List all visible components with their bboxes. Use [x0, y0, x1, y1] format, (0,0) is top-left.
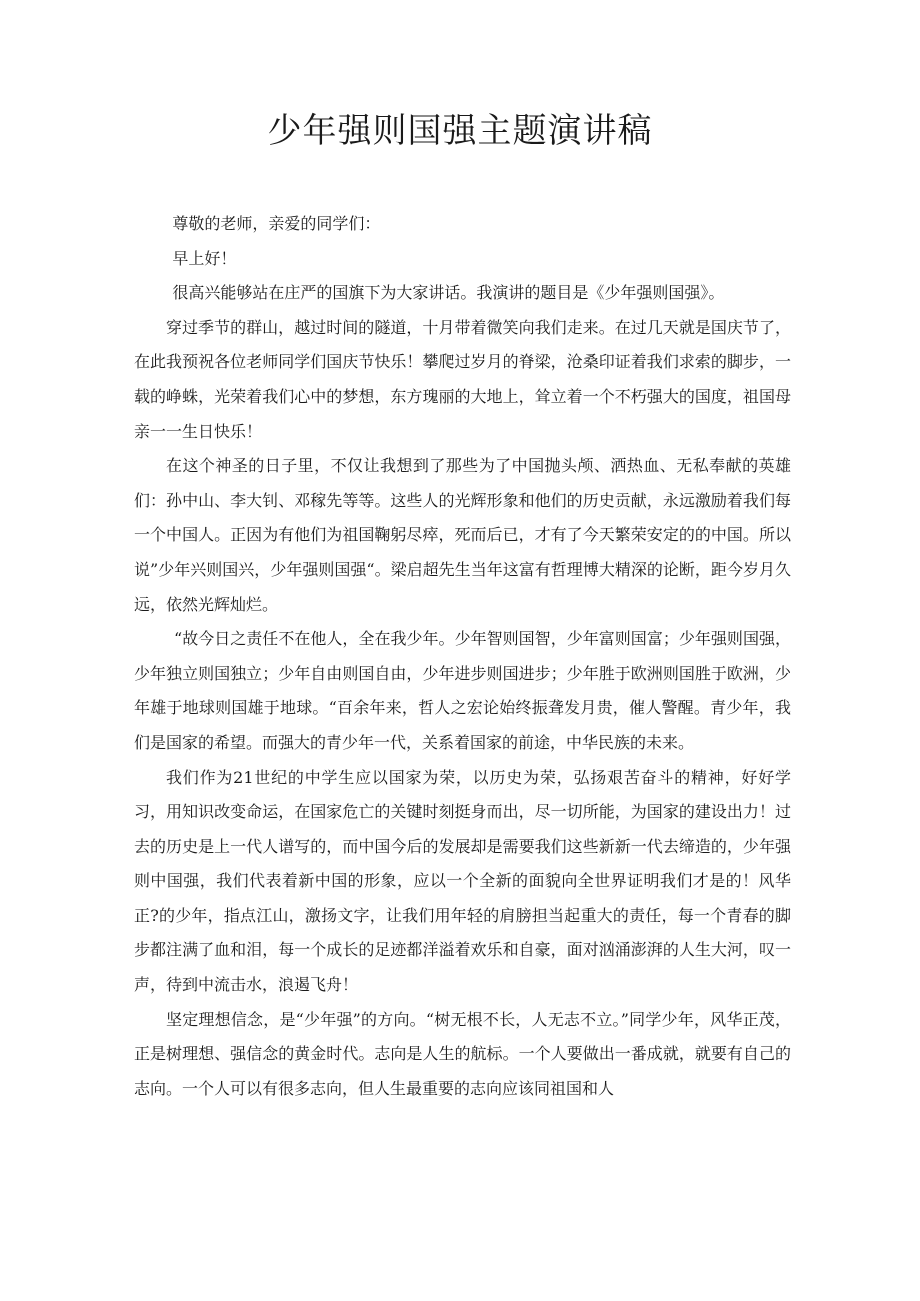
paragraph-national-day: 穿过季节的群山，越过时间的隧道，十月带着微笑向我们走来。在过几天就是国庆节了，在此我预祝各位老师同学们国庆节快乐！攀爬过岁月的脊梁，沧桑印证着我们求索的脚步，一载的峥蛛，光荣着我们心中的梦想，东方瑰丽的大地上，耸立着一个不朽强大的国度，祖国母亲一一生日快乐！ — [134, 317, 791, 441]
intro-paragraph: 很高兴能够站在庄严的国旗下为大家讲话。我演讲的题目是《少年强则国强》。 — [172, 283, 725, 303]
paragraph-ideals: 坚定理想信念，是“少年强”的方向。“树无根不长，人无志不立。”同学少年，风华正茂，正是树理想、强信念的黄金时代。志向是人生的航标。一个人要做出一番成就，就要有自己的志向。一个人可以有很多志向，但人生最重要的志向应该同祖国和人 — [134, 1009, 791, 1098]
morning-greeting: 早上好！ — [172, 248, 237, 268]
paragraph-heroes: 在这个神圣的日子里，不仅让我想到了那些为了中国抛头颅、洒热血、无私奉献的英雄们：孙中山、李大钊、邓稼先等等。这些人的光辉形象和他们的历史贡献，永远激励着我们每一个中国人。正因为有他们为祖国鞠躬尽瘁，死而后已，才有了今天繁荣安定的的中国。所以说”少年兴则国兴，少年强则国强“。梁启超先生当年这富有哲理博大精深的论断，距今岁月久远，依然光辉灿烂。 — [134, 456, 791, 614]
document-body — [134, 207, 791, 1106]
paragraph-students: 我们作为21世纪的中学生应以国家为荣，以历史为荣，弘扬艰苦奋斗的精神，好好学习，用知识改变命运，在国家危亡的关键时刻挺身而出，尽一切所能，为国家的建设出力！过去的历史是上一代人谱写的，而中国今后的发展却是需要我们这些新新一代去缔造的，少年强则中国强，我们代表着新中国的形象，应以一个全新的面貌向全世界证明我们才是的！风华正?的少年，指点江山，激扬文字，让我们用年轻的肩膀担当起重大的责任，每一个青春的脚步都注满了血和泪，每一个成长的足迹都洋溢着欢乐和自豪，面对汹涌澎湃的人生大河，叹一声，待到中流击水，浪遏飞舟！ — [134, 767, 791, 995]
paragraph-quote: “故今日之责任不在他人，全在我少年。少年智则国智，少年富则国富；少年强则国强，少年独立则国独立；少年自由则国自由，少年进步则国进步；少年胜于欧洲则国胜于欧洲，少年雄于地球则国雄于地球。“百余年来，哲人之宏论始终振聋发月贵，催人警醒。青少年，我们是国家的希望。而强大的青少年一代，关系着国家的前途，中华民族的未来。 — [134, 629, 791, 752]
document-title: 少年强则国强主题演讲稿 — [267, 111, 653, 151]
greeting-line: 尊敬的老师，亲爱的同学们： — [172, 214, 381, 233]
